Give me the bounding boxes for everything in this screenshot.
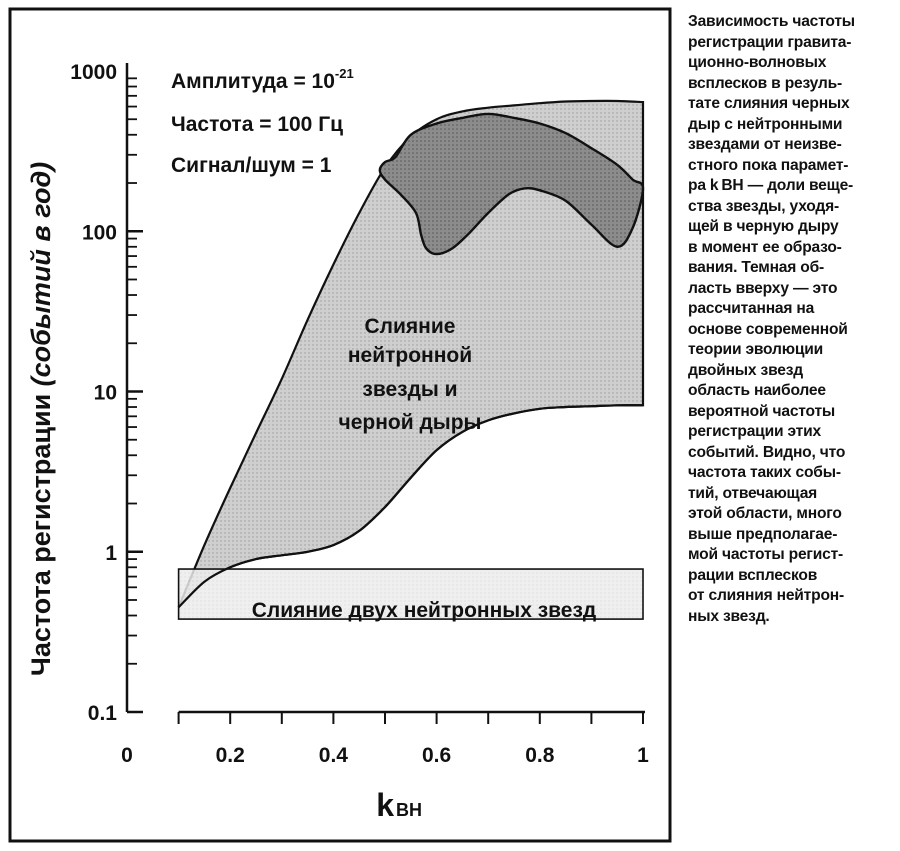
x-tick-label: 0.6 [421, 744, 452, 767]
y-tick-label: 100 [81, 221, 117, 245]
label-nsbh-line-3: звезды и [362, 378, 458, 401]
x-tick-label: 1 [637, 744, 649, 767]
label-nsbh-line-2: нейтронной [347, 344, 473, 367]
annotation-snr: Сигнал/шум = 1 [171, 154, 332, 177]
annotation-frequency: Частота = 100 Гц [171, 113, 344, 136]
label-nsbh-line-4: черной дыры [338, 411, 482, 434]
x-axis-title-subscript: ВН [396, 800, 422, 820]
annotation-amplitude: Амплитуда = $10^{-21}$ [171, 66, 354, 93]
y-tick-label: 1000 [70, 61, 117, 84]
y-tick-label: 0.1 [87, 702, 117, 725]
x-tick-label: 0.2 [215, 744, 245, 767]
label-nsns-merger: Слияние двух нейтронных звезд [251, 599, 597, 622]
x-axis-title: k [376, 787, 394, 823]
figure-caption: Зависимость частоты регистрации гравита- ционно-волновых всплесков в резуль- тате слияния черных дыр с нейтронными звездами от неизве- стного пока парамет- ра k ВН — доли веще- ства звезды, уходя- щей в черную дыру в момент ее образо- вания. Темная об- ласть вверху — это рассчитанная на основе современной теории эволюции двойных звезд область наиболее вероятной частоты регистрации этих событий. Видно, что частота таких собы- тий, отвечающая этой области, много выше предполагае- мой частоты регист- рации всплесков от слияния нейтрон- ных звезд. [688, 13, 855, 625]
y-tick-label: 1 [105, 541, 117, 565]
x-tick-label: 0 [121, 744, 133, 767]
x-tick-label: 0.4 [318, 744, 349, 767]
y-axis-title: Частота регистрации (событий в год) [26, 161, 56, 677]
x-tick-label: 0.8 [525, 744, 555, 767]
label-nsbh-line-1: Слияние [364, 315, 456, 338]
y-tick-label: 10 [93, 381, 117, 405]
